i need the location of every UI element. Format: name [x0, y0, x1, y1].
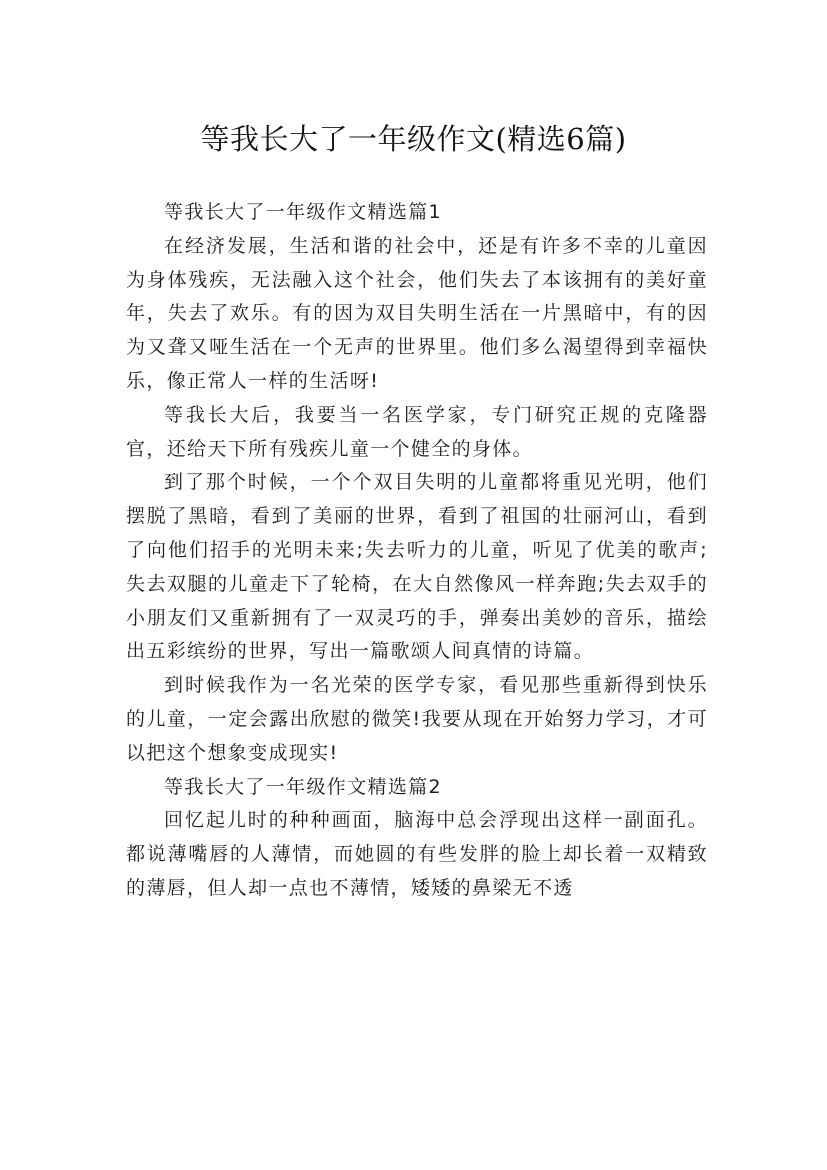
paragraph: 到时候我作为一名光荣的医学专家，看见那些重新得到快乐的儿童，一定会露出欣慰的微笑!我要从现在开始努力学习，才可以把这个想象变成现实! [126, 674, 708, 764]
paragraph: 到了那个时候，一个个双目失明的儿童都将重见光明，他们摆脱了黑暗，看到了美丽的世界，看到了祖国的壮丽河山，看到了向他们招手的光明未来;失去听力的儿童，听见了优美的歌声;失去双腿的儿童走下了轮椅，在大自然像风一样奔跑;失去双手的小朋友们又重新拥有了一双灵巧的手，弹奏出美妙的音乐，描绘出五彩缤纷的世界，写出一篇歌颂人间真情的诗篇。 [126, 471, 708, 663]
paragraph: 在经济发展，生活和谐的社会中，还是有许多不幸的儿童因为身体残疾，无法融入这个社会，他们失去了本该拥有的美好童年，失去了欢乐。有的因为双目失明生活在一片黑暗中，有的因为又聋又哑生活在一个无声的世界里。他们多么渴望得到幸福快乐，像正常人一样的生活呀! [126, 234, 708, 392]
section-heading: 等我长大了一年级作文精选篇2 [164, 775, 442, 798]
paragraph: 回忆起儿时的种种画面，脑海中总会浮现出这样一副面孔。都说薄嘴唇的人薄情，而她圆的有些发胖的脸上却长着一双精致的薄唇，但人却一点也不薄情，矮矮的鼻梁无不透 [126, 809, 708, 899]
document-title: 等我长大了一年级作文(精选6篇) [200, 122, 627, 157]
paragraph: 等我长大后，我要当一名医学家，专门研究正规的克隆器官，还给天下所有残疾儿童一个健全的身体。 [126, 403, 708, 460]
section-heading: 等我长大了一年级作文精选篇1 [164, 201, 442, 223]
document-body [126, 196, 708, 906]
